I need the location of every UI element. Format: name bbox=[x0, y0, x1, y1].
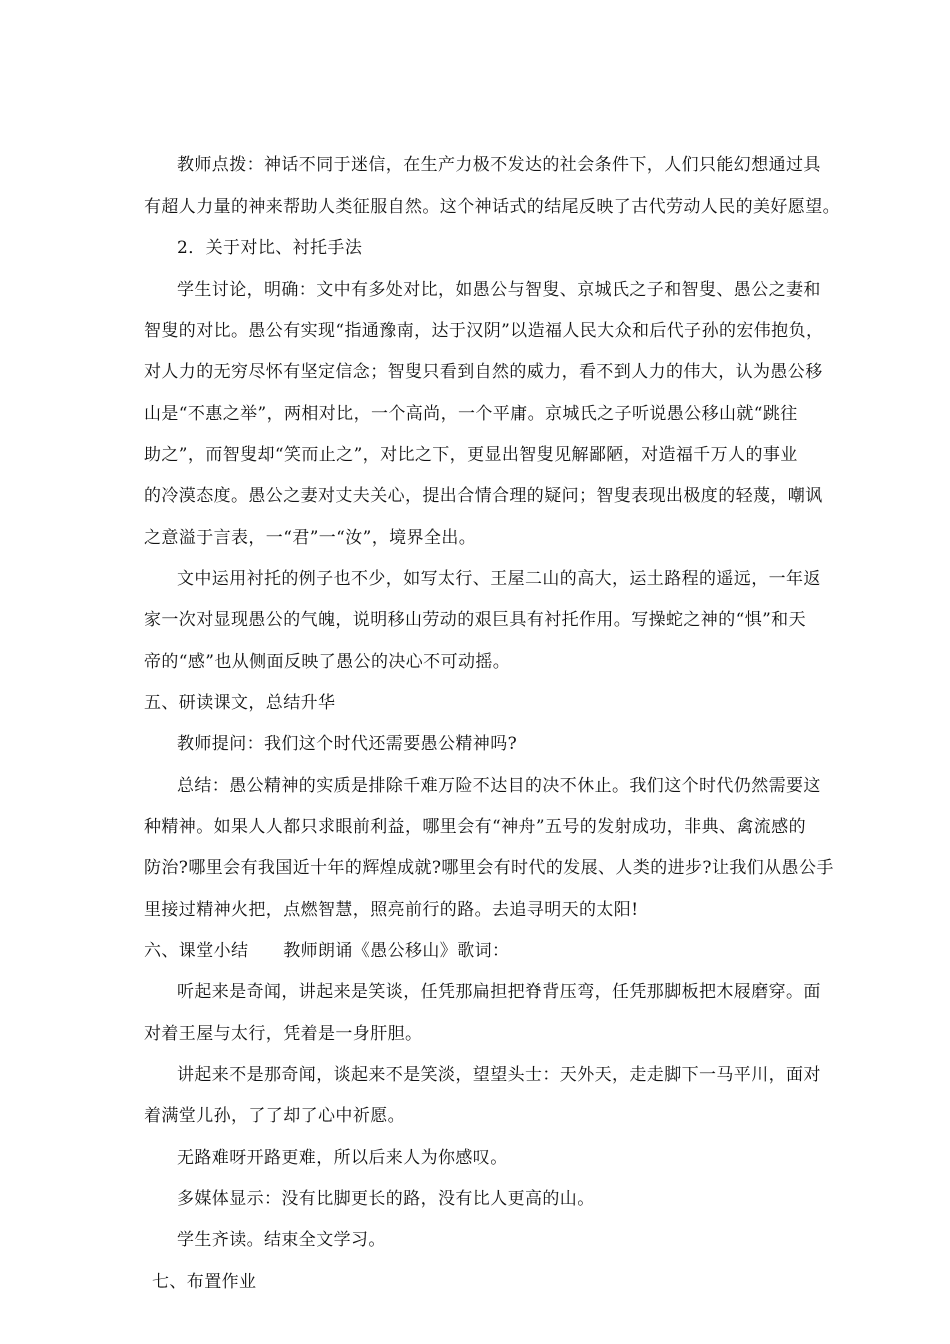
paragraph-multimedia: 多媒体显示：没有比脚更长的路，没有比人更高的山。 bbox=[177, 1189, 595, 1209]
paragraph-discussion-line-3: 对人力的无穷尽怀有坚定信念；智叟只看到自然的威力，看不到人力的伟大，认为愚公移 bbox=[144, 362, 823, 382]
paragraph-foil-line-1: 文中运用衬托的例子也不少，如写太行、王屋二山的高大，运土路程的遥远，一年返 bbox=[177, 569, 821, 589]
section-heading-seven: 七、布置作业 bbox=[152, 1272, 257, 1292]
lyrics-line-3: 讲起来不是那奇闻，谈起来不是笑淡，望望头士：天外天，走走脚下一马平川，面对 bbox=[177, 1065, 821, 1085]
paragraph-students-read: 学生齐读。结束全文学习。 bbox=[177, 1230, 386, 1250]
paragraph-summary-line-1: 总结：愚公精神的实质是排除千难万险不达目的决不休止。我们这个时代仍然需要这 bbox=[177, 776, 821, 796]
paragraph-teacher-question: 教师提问：我们这个时代还需要愚公精神吗? bbox=[177, 734, 518, 754]
paragraph-foil-line-3: 帝的“感”也从侧面反映了愚公的决心不可动摇。 bbox=[144, 652, 511, 672]
section-heading-contrast: 2．关于对比、衬托手法 bbox=[177, 238, 363, 258]
paragraph-discussion-line-7: 之意溢于言表，一“君”一“汝”，境界全出。 bbox=[144, 528, 477, 548]
lyrics-line-4: 着满堂儿孙，了了却了心中祈愿。 bbox=[144, 1106, 405, 1126]
paragraph-teacher-guidance-line-2: 有超人力量的神来帮助人类征服自然。这个神话式的结尾反映了古代劳动人民的美好愿望。 bbox=[144, 197, 840, 217]
paragraph-discussion-line-1: 学生讨论，明确：文中有多处对比，如愚公与智叟、京城氏之子和智叟、愚公之妻和 bbox=[177, 280, 821, 300]
lyrics-line-1: 听起来是奇闻，讲起来是笑谈，任凭那扁担把脊背压弯，任凭那脚板把木屐磨穿。面 bbox=[177, 982, 821, 1002]
paragraph-foil-line-2: 家一次对显现愚公的气魄，说明移山劳动的艰巨具有衬托作用。写操蛇之神的“惧”和天 bbox=[144, 610, 806, 630]
lyrics-line-2: 对着王屋与太行，凭着是一身肝胆。 bbox=[144, 1024, 423, 1044]
paragraph-summary-line-3: 防治?哪里会有我国近十年的辉煌成就?哪里会有时代的发展、人类的进步?让我们从愚公手 bbox=[144, 858, 834, 878]
section-heading-six: 六、课堂小结 教师朗诵《愚公移山》歌词： bbox=[144, 941, 510, 961]
paragraph-discussion-line-5: 助之”，而智叟却“笑而止之”，对比之下，更显出智叟见解鄙陋，对造福千万人的事业 bbox=[144, 445, 798, 465]
paragraph-discussion-line-2: 智叟的对比。愚公有实现“指通豫南，达于汉阴”以造福人民大众和后代子孙的宏伟抱负， bbox=[144, 321, 824, 341]
section-heading-five: 五、研读课文，总结升华 bbox=[144, 693, 336, 713]
paragraph-teacher-guidance-line-1: 教师点拨：神话不同于迷信，在生产力极不发达的社会条件下，人们只能幻想通过具 bbox=[177, 155, 821, 175]
paragraph-summary-line-4: 里接过精神火把，点燃智慧，照亮前行的路。去追寻明天的太阳! bbox=[144, 900, 639, 920]
paragraph-discussion-line-6: 的冷漠态度。愚公之妻对丈夫关心，提出合情合理的疑问；智叟表现出极度的轻蔑，嘲讽 bbox=[144, 486, 823, 506]
paragraph-discussion-line-4: 山是“不惠之举”，两相对比，一个高尚，一个平庸。京城氏之子听说愚公移山就“跳往 bbox=[144, 404, 798, 424]
paragraph-summary-line-2: 种精神。如果人人都只求眼前利益，哪里会有“神舟”五号的发射成功，非典、禽流感的 bbox=[144, 817, 806, 837]
lyrics-line-5: 无路难呀开路更难，所以后来人为你感叹。 bbox=[177, 1148, 508, 1168]
